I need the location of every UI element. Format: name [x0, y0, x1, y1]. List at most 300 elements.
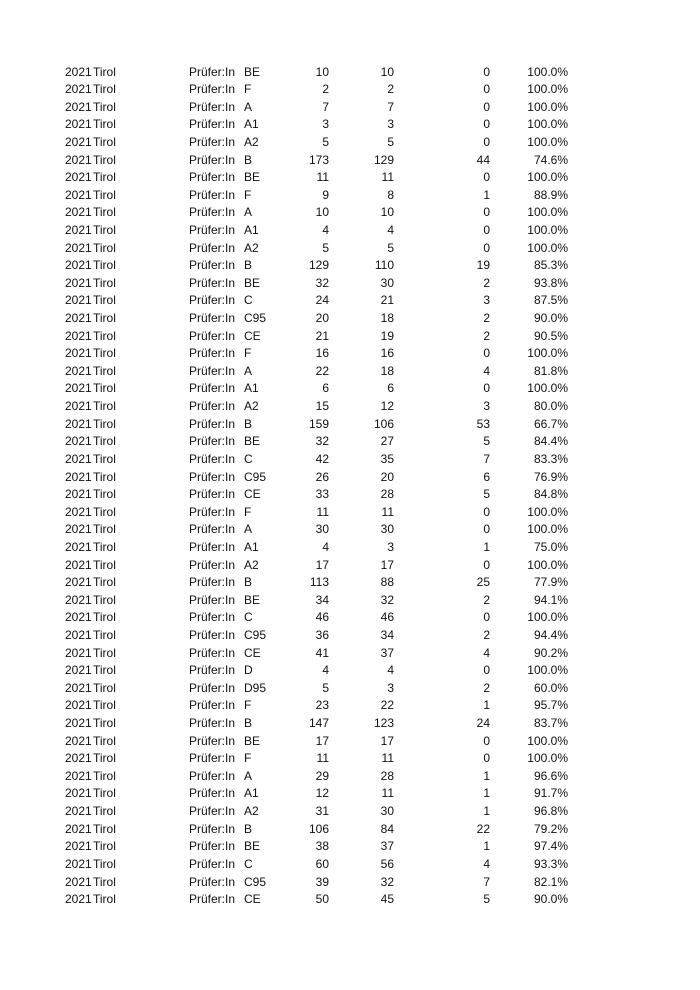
failed-count-cell: 2 — [483, 328, 490, 343]
failed-count-cell: 4 — [483, 645, 490, 660]
failed-count-cell: 0 — [483, 205, 490, 220]
passed-count-cell: 10 — [380, 64, 394, 79]
total-count-cell: 17 — [315, 733, 329, 748]
passed-count-cell: 129 — [373, 152, 394, 167]
exam-results-table — [0, 64, 700, 909]
region-cell: Tirol — [93, 328, 116, 343]
total-count-cell: 21 — [315, 328, 329, 343]
failed-count-cell: 44 — [476, 152, 490, 167]
license-class-cell: C95 — [244, 628, 267, 642]
year-cell: 2021 — [65, 680, 92, 695]
pass-rate-cell: 74.6% — [533, 152, 568, 167]
region-cell: Tirol — [93, 205, 116, 220]
license-class-cell: CE — [244, 487, 261, 502]
total-count-cell: 23 — [315, 698, 329, 713]
examiner-role-cell: Prüfer:In — [189, 187, 236, 202]
year-cell: 2021 — [65, 610, 92, 625]
year-cell: 2021 — [65, 82, 92, 97]
license-class-cell: CE — [244, 892, 261, 907]
license-class-cell: A1 — [244, 222, 259, 237]
license-class-cell: BE — [244, 275, 261, 290]
table-row — [0, 169, 700, 187]
passed-count-cell: 32 — [380, 874, 394, 889]
table-row — [0, 81, 700, 99]
pass-rate-cell: 95.7% — [533, 698, 568, 713]
table-row — [0, 504, 700, 522]
failed-count-cell: 0 — [483, 381, 490, 396]
pass-rate-cell: 90.0% — [533, 892, 568, 907]
year-cell: 2021 — [65, 751, 92, 766]
region-cell: Tirol — [93, 821, 116, 836]
total-count-cell: 4 — [322, 663, 329, 678]
pass-rate-cell: 94.4% — [533, 628, 568, 642]
failed-count-cell: 0 — [483, 117, 490, 132]
pass-rate-cell: 75.0% — [533, 539, 568, 554]
license-class-cell: A2 — [244, 399, 259, 414]
failed-count-cell: 0 — [483, 99, 490, 114]
table-row — [0, 187, 700, 205]
year-cell: 2021 — [65, 381, 92, 396]
region-cell: Tirol — [93, 99, 116, 114]
table-row — [0, 275, 700, 293]
passed-count-cell: 4 — [387, 663, 394, 678]
pass-rate-cell: 90.5% — [533, 328, 568, 343]
pass-rate-cell: 100.0% — [527, 117, 568, 132]
examiner-role-cell: Prüfer:In — [189, 645, 236, 660]
year-cell: 2021 — [65, 399, 92, 414]
region-cell: Tirol — [93, 152, 116, 167]
year-cell: 2021 — [65, 469, 92, 484]
passed-count-cell: 19 — [380, 328, 394, 343]
examiner-role-cell: Prüfer:In — [189, 240, 236, 255]
table-row — [0, 152, 700, 170]
passed-count-cell: 11 — [381, 786, 394, 801]
year-cell: 2021 — [65, 663, 92, 678]
examiner-role-cell: Prüfer:In — [189, 346, 236, 361]
examiner-role-cell: Prüfer:In — [189, 99, 236, 114]
total-count-cell: 10 — [315, 64, 329, 79]
examiner-role-cell: Prüfer:In — [189, 821, 236, 836]
passed-count-cell: 12 — [380, 399, 394, 414]
examiner-role-cell: Prüfer:In — [189, 575, 236, 590]
failed-count-cell: 7 — [483, 874, 490, 889]
pass-rate-cell: 100.0% — [527, 346, 568, 361]
examiner-role-cell: Prüfer:In — [189, 522, 236, 537]
region-cell: Tirol — [93, 416, 116, 431]
table-row — [0, 240, 700, 258]
examiner-role-cell: Prüfer:In — [189, 170, 236, 185]
passed-count-cell: 28 — [380, 768, 394, 783]
passed-count-cell: 6 — [387, 381, 394, 396]
region-cell: Tirol — [93, 346, 116, 361]
total-count-cell: 60 — [315, 856, 329, 871]
license-class-cell: D95 — [244, 680, 267, 695]
pass-rate-cell: 100.0% — [527, 751, 568, 766]
table-row — [0, 838, 700, 856]
table-row — [0, 609, 700, 627]
failed-count-cell: 0 — [483, 222, 490, 237]
examiner-role-cell: Prüfer:In — [189, 275, 236, 290]
license-class-cell: BE — [244, 733, 261, 748]
examiner-role-cell: Prüfer:In — [189, 293, 236, 308]
pass-rate-cell: 91.7% — [533, 786, 568, 801]
year-cell: 2021 — [65, 99, 92, 114]
license-class-cell: BE — [244, 434, 261, 449]
table-row — [0, 627, 700, 645]
region-cell: Tirol — [93, 786, 116, 801]
license-class-cell: A2 — [244, 557, 259, 572]
examiner-role-cell: Prüfer:In — [189, 539, 236, 554]
passed-count-cell: 32 — [380, 592, 394, 607]
pass-rate-cell: 93.3% — [533, 856, 568, 871]
table-row — [0, 99, 700, 117]
region-cell: Tirol — [93, 716, 116, 731]
year-cell: 2021 — [65, 240, 92, 255]
pass-rate-cell: 80.0% — [533, 399, 568, 414]
examiner-role-cell: Prüfer:In — [189, 258, 236, 273]
region-cell: Tirol — [93, 628, 116, 642]
total-count-cell: 42 — [315, 451, 329, 466]
failed-count-cell: 0 — [483, 170, 490, 185]
year-cell: 2021 — [65, 451, 92, 466]
region-cell: Tirol — [93, 381, 116, 396]
table-row — [0, 592, 700, 610]
total-count-cell: 12 — [315, 786, 329, 801]
table-row — [0, 451, 700, 469]
total-count-cell: 7 — [322, 99, 329, 114]
passed-count-cell: 3 — [387, 539, 394, 554]
failed-count-cell: 4 — [483, 363, 490, 378]
region-cell: Tirol — [93, 187, 116, 202]
examiner-role-cell: Prüfer:In — [189, 363, 236, 378]
passed-count-cell: 11 — [381, 504, 394, 519]
total-count-cell: 24 — [315, 293, 329, 308]
license-class-cell: F — [244, 187, 252, 202]
region-cell: Tirol — [93, 311, 116, 326]
passed-count-cell: 11 — [381, 751, 394, 766]
pass-rate-cell: 94.1% — [533, 592, 568, 607]
passed-count-cell: 10 — [380, 205, 394, 220]
passed-count-cell: 106 — [373, 416, 394, 431]
total-count-cell: 3 — [322, 117, 329, 132]
passed-count-cell: 35 — [380, 451, 394, 466]
table-row — [0, 821, 700, 839]
table-row — [0, 557, 700, 575]
passed-count-cell: 123 — [373, 716, 394, 731]
region-cell: Tirol — [93, 874, 116, 889]
total-count-cell: 5 — [322, 134, 329, 149]
failed-count-cell: 0 — [483, 751, 490, 766]
year-cell: 2021 — [65, 487, 92, 502]
table-row — [0, 662, 700, 680]
license-class-cell: C95 — [244, 874, 267, 889]
pass-rate-cell: 93.8% — [533, 275, 568, 290]
year-cell: 2021 — [65, 733, 92, 748]
passed-count-cell: 18 — [380, 311, 394, 326]
license-class-cell: B — [244, 821, 253, 836]
failed-count-cell: 6 — [483, 469, 490, 484]
region-cell: Tirol — [93, 399, 116, 414]
pass-rate-cell: 100.0% — [527, 170, 568, 185]
total-count-cell: 4 — [322, 539, 329, 554]
examiner-role-cell: Prüfer:In — [189, 592, 236, 607]
total-count-cell: 31 — [315, 804, 329, 819]
table-row — [0, 116, 700, 134]
total-count-cell: 5 — [322, 680, 329, 695]
year-cell: 2021 — [65, 522, 92, 537]
year-cell: 2021 — [65, 434, 92, 449]
license-class-cell: C — [244, 856, 253, 871]
examiner-role-cell: Prüfer:In — [189, 768, 236, 783]
examiner-role-cell: Prüfer:In — [189, 134, 236, 149]
year-cell: 2021 — [65, 856, 92, 871]
region-cell: Tirol — [93, 487, 116, 502]
region-cell: Tirol — [93, 170, 116, 185]
passed-count-cell: 22 — [380, 698, 394, 713]
table-row — [0, 733, 700, 751]
year-cell: 2021 — [65, 205, 92, 220]
year-cell: 2021 — [65, 786, 92, 801]
year-cell: 2021 — [65, 575, 92, 590]
failed-count-cell: 0 — [483, 134, 490, 149]
region-cell: Tirol — [93, 768, 116, 783]
license-class-cell: B — [244, 416, 253, 431]
license-class-cell: A — [244, 768, 253, 783]
license-class-cell: BE — [244, 592, 261, 607]
region-cell: Tirol — [93, 751, 116, 766]
year-cell: 2021 — [65, 821, 92, 836]
region-cell: Tirol — [93, 451, 116, 466]
examiner-role-cell: Prüfer:In — [189, 786, 236, 801]
license-class-cell: A1 — [244, 381, 259, 396]
total-count-cell: 38 — [315, 839, 329, 854]
examiner-role-cell: Prüfer:In — [189, 698, 236, 713]
failed-count-cell: 24 — [476, 716, 490, 731]
license-class-cell: B — [244, 258, 253, 273]
total-count-cell: 11 — [316, 170, 329, 185]
table-row — [0, 222, 700, 240]
year-cell: 2021 — [65, 346, 92, 361]
year-cell: 2021 — [65, 557, 92, 572]
total-count-cell: 30 — [315, 522, 329, 537]
pass-rate-cell: 85.3% — [533, 258, 568, 273]
year-cell: 2021 — [65, 328, 92, 343]
total-count-cell: 4 — [322, 222, 329, 237]
total-count-cell: 29 — [315, 768, 329, 783]
total-count-cell: 6 — [322, 381, 329, 396]
license-class-cell: F — [244, 751, 252, 766]
year-cell: 2021 — [65, 134, 92, 149]
passed-count-cell: 45 — [380, 892, 394, 907]
license-class-cell: B — [244, 575, 253, 590]
pass-rate-cell: 66.7% — [533, 416, 568, 431]
failed-count-cell: 0 — [483, 240, 490, 255]
pass-rate-cell: 84.8% — [533, 487, 568, 502]
total-count-cell: 46 — [315, 610, 329, 625]
total-count-cell: 50 — [315, 892, 329, 907]
region-cell: Tirol — [93, 522, 116, 537]
passed-count-cell: 46 — [380, 610, 394, 625]
table-row — [0, 292, 700, 310]
failed-count-cell: 3 — [483, 399, 490, 414]
total-count-cell: 17 — [315, 557, 329, 572]
license-class-cell: F — [244, 698, 252, 713]
region-cell: Tirol — [93, 258, 116, 273]
pass-rate-cell: 100.0% — [527, 381, 568, 396]
pass-rate-cell: 100.0% — [527, 610, 568, 625]
failed-count-cell: 0 — [483, 346, 490, 361]
pass-rate-cell: 83.7% — [533, 716, 568, 731]
region-cell: Tirol — [93, 240, 116, 255]
total-count-cell: 20 — [315, 311, 329, 326]
examiner-role-cell: Prüfer:In — [189, 416, 236, 431]
table-row — [0, 539, 700, 557]
license-class-cell: A — [244, 522, 253, 537]
year-cell: 2021 — [65, 874, 92, 889]
license-class-cell: CE — [244, 328, 261, 343]
license-class-cell: F — [244, 82, 252, 97]
license-class-cell: A2 — [244, 134, 259, 149]
pass-rate-cell: 100.0% — [527, 205, 568, 220]
table-row — [0, 328, 700, 346]
license-class-cell: A2 — [244, 240, 259, 255]
table-row — [0, 750, 700, 768]
total-count-cell: 36 — [315, 628, 329, 642]
region-cell: Tirol — [93, 839, 116, 854]
table-row — [0, 697, 700, 715]
failed-count-cell: 1 — [483, 187, 490, 202]
passed-count-cell: 84 — [380, 821, 394, 836]
passed-count-cell: 30 — [380, 804, 394, 819]
total-count-cell: 32 — [315, 434, 329, 449]
year-cell: 2021 — [65, 152, 92, 167]
passed-count-cell: 4 — [387, 222, 394, 237]
total-count-cell: 2 — [322, 82, 329, 97]
pass-rate-cell: 60.0% — [533, 680, 568, 695]
examiner-role-cell: Prüfer:In — [189, 716, 236, 731]
table-row — [0, 134, 700, 152]
failed-count-cell: 5 — [483, 892, 490, 907]
license-class-cell: CE — [244, 645, 261, 660]
failed-count-cell: 4 — [483, 856, 490, 871]
license-class-cell: A — [244, 205, 253, 220]
pass-rate-cell: 100.0% — [527, 522, 568, 537]
region-cell: Tirol — [93, 856, 116, 871]
failed-count-cell: 5 — [483, 434, 490, 449]
license-class-cell: A1 — [244, 539, 259, 554]
year-cell: 2021 — [65, 187, 92, 202]
year-cell: 2021 — [65, 258, 92, 273]
failed-count-cell: 0 — [483, 663, 490, 678]
passed-count-cell: 30 — [380, 275, 394, 290]
year-cell: 2021 — [65, 504, 92, 519]
license-class-cell: C95 — [244, 311, 267, 326]
year-cell: 2021 — [65, 892, 92, 907]
total-count-cell: 9 — [322, 187, 329, 202]
license-class-cell: F — [244, 346, 252, 361]
examiner-role-cell: Prüfer:In — [189, 680, 236, 695]
passed-count-cell: 5 — [387, 134, 394, 149]
passed-count-cell: 2 — [387, 82, 394, 97]
table-row — [0, 380, 700, 398]
region-cell: Tirol — [93, 64, 116, 79]
region-cell: Tirol — [93, 557, 116, 572]
table-row — [0, 204, 700, 222]
region-cell: Tirol — [93, 575, 116, 590]
year-cell: 2021 — [65, 311, 92, 326]
pass-rate-cell: 96.8% — [533, 804, 568, 819]
failed-count-cell: 22 — [476, 821, 490, 836]
table-row — [0, 486, 700, 504]
passed-count-cell: 37 — [380, 839, 394, 854]
region-cell: Tirol — [93, 610, 116, 625]
year-cell: 2021 — [65, 716, 92, 731]
year-cell: 2021 — [65, 768, 92, 783]
table-row — [0, 64, 700, 82]
pass-rate-cell: 100.0% — [527, 222, 568, 237]
examiner-role-cell: Prüfer:In — [189, 751, 236, 766]
pass-rate-cell: 76.9% — [533, 469, 568, 484]
examiner-role-cell: Prüfer:In — [189, 610, 236, 625]
table-row — [0, 891, 700, 909]
table-row — [0, 785, 700, 803]
passed-count-cell: 18 — [380, 363, 394, 378]
failed-count-cell: 7 — [483, 451, 490, 466]
passed-count-cell: 8 — [387, 187, 394, 202]
total-count-cell: 147 — [308, 716, 329, 731]
table-row — [0, 521, 700, 539]
examiner-role-cell: Prüfer:In — [189, 205, 236, 220]
total-count-cell: 41 — [315, 645, 329, 660]
total-count-cell: 5 — [322, 240, 329, 255]
pass-rate-cell: 100.0% — [527, 134, 568, 149]
table-row — [0, 345, 700, 363]
region-cell: Tirol — [93, 275, 116, 290]
passed-count-cell: 30 — [380, 522, 394, 537]
pass-rate-cell: 83.3% — [533, 451, 568, 466]
examiner-role-cell: Prüfer:In — [189, 839, 236, 854]
pass-rate-cell: 97.4% — [533, 839, 568, 854]
pass-rate-cell: 100.0% — [527, 64, 568, 79]
total-count-cell: 15 — [315, 399, 329, 414]
table-row — [0, 803, 700, 821]
region-cell: Tirol — [93, 469, 116, 484]
examiner-role-cell: Prüfer:In — [189, 856, 236, 871]
total-count-cell: 32 — [315, 275, 329, 290]
examiner-role-cell: Prüfer:In — [189, 82, 236, 97]
examiner-role-cell: Prüfer:In — [189, 451, 236, 466]
table-row — [0, 363, 700, 381]
failed-count-cell: 25 — [476, 575, 490, 590]
total-count-cell: 173 — [308, 152, 329, 167]
failed-count-cell: 0 — [483, 504, 490, 519]
region-cell: Tirol — [93, 698, 116, 713]
passed-count-cell: 16 — [380, 346, 394, 361]
year-cell: 2021 — [65, 698, 92, 713]
region-cell: Tirol — [93, 434, 116, 449]
pass-rate-cell: 100.0% — [527, 504, 568, 519]
license-class-cell: BE — [244, 170, 261, 185]
total-count-cell: 33 — [315, 487, 329, 502]
failed-count-cell: 1 — [483, 839, 490, 854]
passed-count-cell: 21 — [380, 293, 394, 308]
region-cell: Tirol — [93, 592, 116, 607]
table-row — [0, 715, 700, 733]
license-class-cell: C — [244, 451, 253, 466]
examiner-role-cell: Prüfer:In — [189, 222, 236, 237]
pass-rate-cell: 100.0% — [527, 99, 568, 114]
examiner-role-cell: Prüfer:In — [189, 663, 236, 678]
